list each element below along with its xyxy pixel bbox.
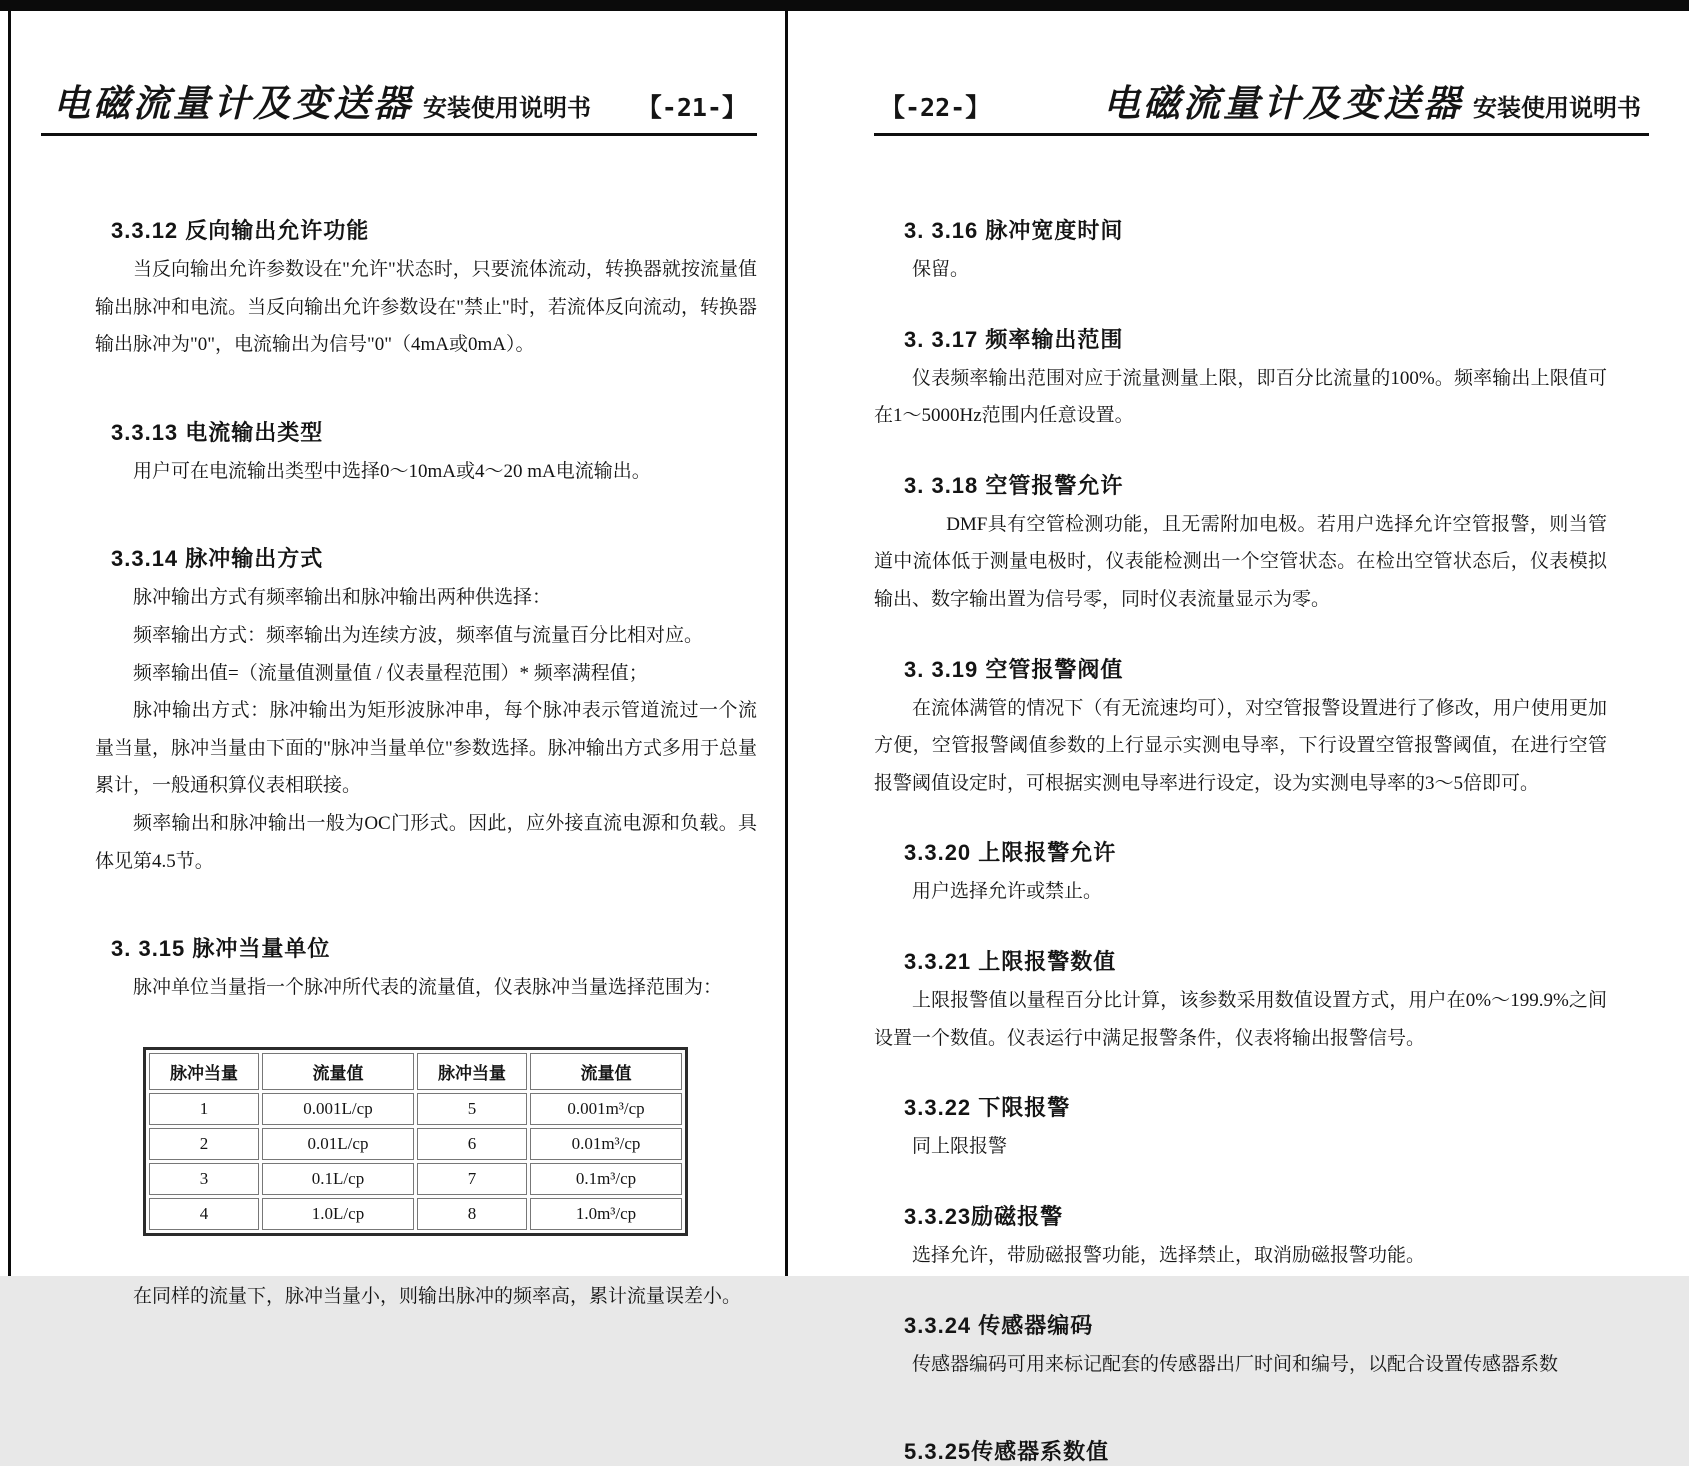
table-cell: 1.0m³/cp xyxy=(530,1198,682,1230)
table-cell: 8 xyxy=(417,1198,527,1230)
page-number-22: 【-22-】 xyxy=(880,93,991,122)
section-heading: 3.3.22 下限报警 xyxy=(904,1095,1071,1121)
page-22-content xyxy=(788,214,1689,1466)
table-cell: 7 xyxy=(417,1163,527,1195)
paragraph: 上限报警值以量程百分比计算，该参数采用数值设置方式，用户在0%～199.9%之间设置一个数值。仪表运行中满足报警条件，仪表将输出报警信号。 xyxy=(874,990,1607,1049)
section-heading: 3. 3.17 频率输出范围 xyxy=(904,326,1124,352)
section-heading: 3.3.13 电流输出类型 xyxy=(111,419,324,445)
paragraph: 频率输出方式：频率输出为连续方波，频率值与流量百分比相对应。 xyxy=(133,625,704,647)
doc-subtitle: 安装使用说明书 xyxy=(1473,95,1641,122)
table-cell: 6 xyxy=(417,1128,527,1160)
table-header-cell: 脉冲当量 xyxy=(417,1053,527,1090)
table-cell: 0.001m³/cp xyxy=(530,1093,682,1125)
table-cell: 0.001L/cp xyxy=(262,1093,414,1125)
section-heading: 3.3.14 脉冲输出方式 xyxy=(111,546,324,572)
section-heading: 3. 3.15 脉冲当量单位 xyxy=(111,936,331,962)
page-number-21: 【-21-】 xyxy=(636,93,747,122)
section-heading: 3.3.21 上限报警数值 xyxy=(904,949,1117,975)
paragraph: 仪表频率输出范围对应于流量测量上限，即百分比流量的100%。频率输出上限值可在1～5000Hz范围内任意设置。 xyxy=(874,367,1607,427)
scan-top-border xyxy=(0,0,1689,11)
paragraph: 同上限报警 xyxy=(912,1136,1008,1158)
table-cell: 0.01L/cp xyxy=(262,1128,414,1160)
table-cell: 5 xyxy=(417,1093,527,1125)
paragraph: 脉冲单位当量指一个脉冲所代表的流量值，仪表脉冲当量选择范围为： xyxy=(133,977,723,999)
table-header-cell: 流量值 xyxy=(530,1053,682,1090)
table-note: 在同样的流量下，脉冲当量小，则输出脉冲的频率高，累计流量误差小。 xyxy=(133,1285,742,1307)
table-cell: 0.01m³/cp xyxy=(530,1128,682,1160)
paragraph: 脉冲输出方式有频率输出和脉冲输出两种供选择： xyxy=(133,587,552,609)
table-cell: 1.0L/cp xyxy=(262,1198,414,1230)
paragraph: 传感器编码可用来标记配套的传感器出厂时间和编号，以配合设置传感器系数 xyxy=(912,1353,1559,1375)
title-group xyxy=(1103,73,1641,127)
section-heading: 3. 3.16 脉冲宽度时间 xyxy=(904,218,1124,243)
table-row xyxy=(149,1128,682,1160)
page-22 xyxy=(788,11,1689,1465)
page-21-content xyxy=(11,214,785,1316)
table-header-cell: 流量值 xyxy=(262,1053,414,1090)
table-cell: 3 xyxy=(149,1163,259,1195)
table-header-row xyxy=(149,1053,682,1090)
paragraph: DMF具有空管检测功能，且无需附加电极。若用户选择允许空管报警，则当管道中流体低于测量电极时，仪表能检测出一个空管状态。在检出空管状态后，仪表模拟输出、数字输出置为信号零，同时仪表流量显示为零。 xyxy=(874,513,1607,611)
section-heading: 3.3.23励磁报警 xyxy=(904,1203,1064,1229)
doc-title: 电磁流量计及变送器 xyxy=(1103,83,1463,124)
table-row xyxy=(149,1198,682,1230)
page-21-header xyxy=(11,73,785,127)
paragraph: 频率输出和脉冲输出一般为OC门形式。因此，应外接直流电源和负载。具体见第4.5节。 xyxy=(95,813,757,872)
table-header-cell: 脉冲当量 xyxy=(149,1053,259,1090)
section-heading: 5.3.25传感器系数值 xyxy=(904,1439,1110,1465)
table-row xyxy=(149,1093,682,1125)
paragraph: 保留。 xyxy=(912,259,970,280)
doc-title: 电磁流量计及变送器 xyxy=(53,83,413,124)
table-cell: 2 xyxy=(149,1128,259,1160)
table-cell: 0.1L/cp xyxy=(262,1163,414,1195)
paragraph: 脉冲输出方式：脉冲输出为矩形波脉冲串，每个脉冲表示管道流过一个流量当量，脉冲当量由下面的"脉冲当量单位"参数选择。脉冲输出方式多用于总量累计，一般通积算仪表相联接。 xyxy=(95,700,757,797)
section-heading: 3.3.12 反向输出允许功能 xyxy=(111,218,370,243)
section-heading: 3.3.20 上限报警允许 xyxy=(904,840,1117,866)
paragraph: 当反向输出允许参数设在"允许"状态时，只要流体流动，转换器就按流量值输出脉冲和电流。当反向输出允许参数设在"禁止"时，若流体反向流动，转换器输出脉冲为"0"，电流输出为信号"0"（4mA或0mA）。 xyxy=(95,259,757,356)
section-heading: 3. 3.19 空管报警阀值 xyxy=(904,656,1124,682)
paragraph: 用户选择允许或禁止。 xyxy=(912,881,1103,903)
table-cell: 4 xyxy=(149,1198,259,1230)
header-rule xyxy=(41,133,757,136)
section-heading: 3. 3.18 空管报警允许 xyxy=(904,472,1124,498)
paragraph: 在流体满管的情况下（有无流速均可），对空管报警设置进行了修改，用户使用更加方便，空管报警阈值参数的上行显示实测电导率，下行设置空管报警阈值，在进行空管报警阈值设定时，可根据实测电导率进行设定，设为实测电导率的3～5倍即可。 xyxy=(874,697,1607,794)
paragraph: 频率输出值=（流量值测量值 / 仪表量程范围）* 频率满程值； xyxy=(133,662,648,684)
table-cell: 1 xyxy=(149,1093,259,1125)
section-heading: 3.3.24 传感器编码 xyxy=(904,1312,1094,1338)
header-rule xyxy=(874,133,1649,136)
page-21 xyxy=(11,11,785,1307)
table-cell: 0.1m³/cp xyxy=(530,1163,682,1195)
paragraph: 用户可在电流输出类型中选择0～10mA或4～20 mA电流输出。 xyxy=(133,460,651,482)
pulse-equivalent-table xyxy=(143,1047,688,1236)
page-22-header xyxy=(788,73,1689,127)
doc-subtitle: 安装使用说明书 xyxy=(423,95,591,122)
table-row xyxy=(149,1163,682,1195)
paragraph: 选择允许，带励磁报警功能，选择禁止，取消励磁报警功能。 xyxy=(912,1244,1426,1266)
